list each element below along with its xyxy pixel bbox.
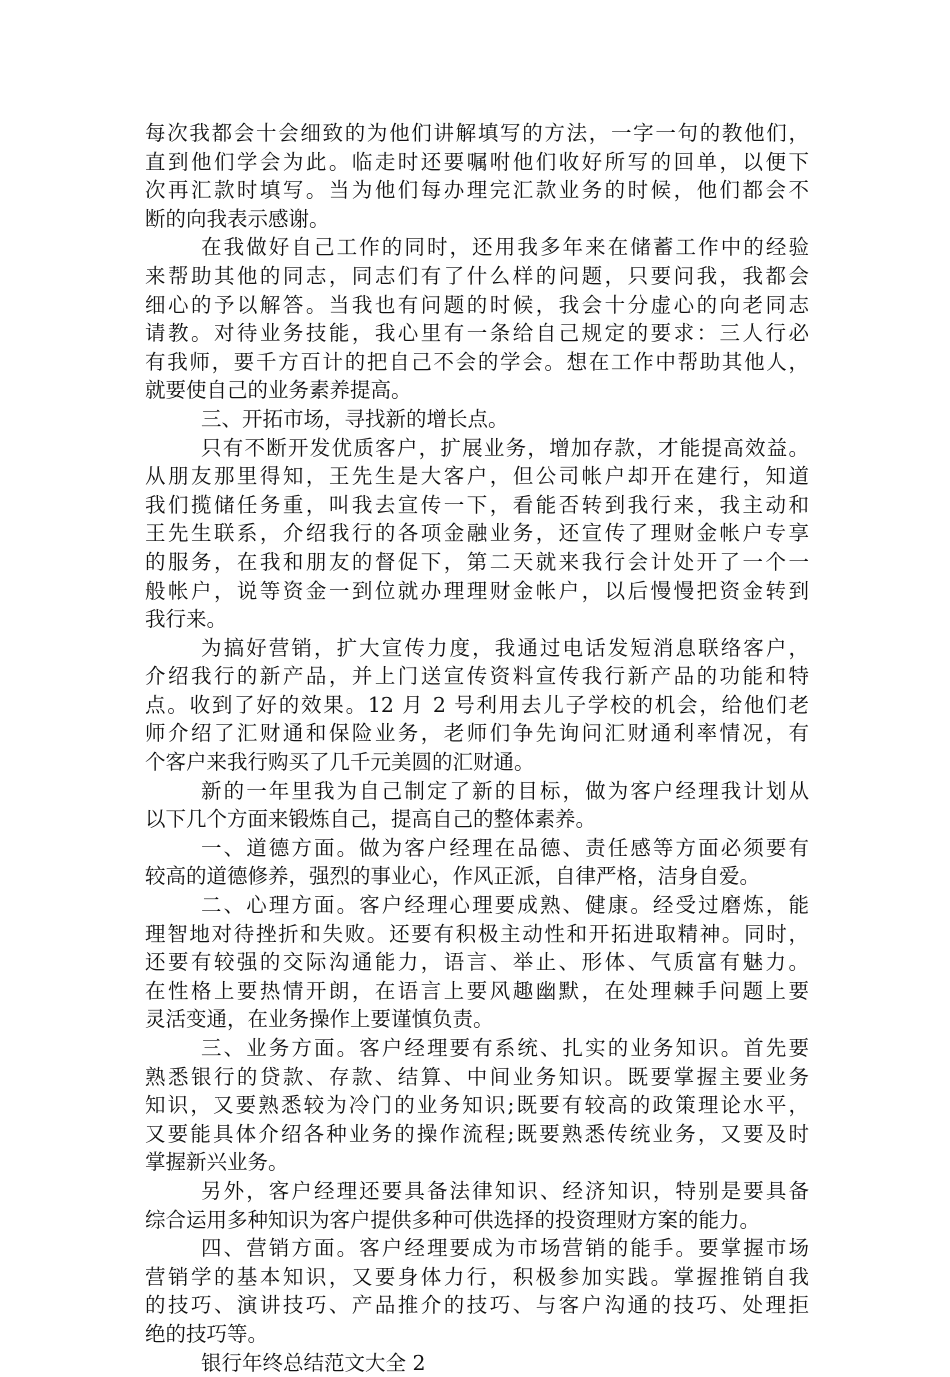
text-line: 就要使自己的业务素养提高。 bbox=[145, 378, 412, 403]
paragraph-first-line: 另外，客户经理还要具备法律知识、经济知识，特别是要具备 bbox=[201, 1178, 809, 1203]
text-line: 请教。对待业务技能，我心里有一条给自己规定的要求：三人行必 bbox=[145, 321, 809, 346]
paragraph-first-line: 只有不断开发优质客户，扩展业务，增加存款，才能提高效益。 bbox=[201, 435, 809, 460]
text-line: 的服务，在我和朋友的督促下，第二天就来我行会计处开了一个一 bbox=[145, 549, 809, 574]
text-line: 断的向我表示感谢。 bbox=[145, 206, 330, 231]
text-line: 营销学的基本知识，又要身体力行，积极参加实践。掌握推销自我 bbox=[145, 1264, 809, 1289]
paragraph-first-line: 在我做好自己工作的同时，还用我多年来在储蓄工作中的经验 bbox=[201, 235, 809, 260]
paragraph-first-line: 一、道德方面。做为客户经理在品德、责任感等方面必须要有 bbox=[201, 835, 809, 860]
text-line: 还要有较强的交际沟通能力，语言、举止、形体、气质富有魅力。 bbox=[145, 950, 809, 975]
text-line: 次再汇款时填写。当为他们每办理完汇款业务的时候，他们都会不 bbox=[145, 178, 809, 203]
text-line: 较高的道德修养，强烈的事业心，作风正派，自律严格，洁身自爱。 bbox=[145, 864, 760, 889]
text-line: 从朋友那里得知，王先生是大客户，但公司帐户却开在建行，知道 bbox=[145, 464, 809, 489]
paragraph-first-line: 三、业务方面。客户经理要有系统、扎实的业务知识。首先要 bbox=[201, 1036, 809, 1060]
text-line: 细心的予以解答。当我也有问题的时候，我会十分虚心的向老同志 bbox=[145, 292, 809, 317]
text-line: 绝的技巧等。 bbox=[145, 1321, 268, 1346]
document-body bbox=[145, 119, 809, 1377]
text-line: 在性格上要热情开朗，在语言上要风趣幽默，在处理棘手问题上要 bbox=[145, 978, 809, 1003]
text-line: 以下几个方面来锻炼自己，提高自己的整体素养。 bbox=[145, 807, 596, 832]
paragraph-first-line: 银行年终总结范文大全 2 bbox=[201, 1350, 426, 1375]
text-line: 理智地对待挫折和失败。还要有积极主动性和开拓进取精神。同时， bbox=[145, 921, 809, 946]
text-line: 师介绍了汇财通和保险业务，老师们争先询问汇财通利率情况，有 bbox=[145, 721, 809, 746]
text-line: 知识，又要熟悉较为冷门的业务知识;既要有较高的政策理论水平， bbox=[145, 1093, 809, 1118]
text-line: 熟悉银行的贷款、存款、结算、中间业务知识。既要掌握主要业务 bbox=[145, 1064, 809, 1089]
text-line: 我们揽储任务重，叫我去宣传一下，看能否转到我行来，我主动和 bbox=[145, 492, 809, 517]
text-line: 掌握新兴业务。 bbox=[145, 1150, 289, 1175]
paragraph-first-line: 为搞好营销，扩大宣传力度，我通过电话发短消息联络客户， bbox=[201, 635, 809, 660]
paragraph-first-line: 二、心理方面。客户经理心理要成熟、健康。经受过磨炼，能 bbox=[201, 893, 809, 918]
paragraph-first-line: 新的一年里我为自己制定了新的目标，做为客户经理我计划从 bbox=[201, 778, 809, 803]
text-line: 来帮助其他的同志，同志们有了什么样的问题，只要问我，我都会 bbox=[145, 263, 809, 288]
text-line: 灵活变通，在业务操作上要谨慎负责。 bbox=[145, 1007, 494, 1032]
text-line: 的技巧、演讲技巧、产品推介的技巧、与客户沟通的技巧、处理拒 bbox=[145, 1293, 809, 1318]
text-line: 我行来。 bbox=[145, 607, 227, 632]
text-line: 王先生联系，介绍我行的各项金融业务，还宣传了理财金帐户专享 bbox=[145, 521, 809, 546]
text-line: 个客户来我行购买了几千元美圆的汇财通。 bbox=[145, 750, 535, 775]
text-line: 综合运用多种知识为客户提供多种可供选择的投资理财方案的能力。 bbox=[145, 1207, 760, 1232]
paragraph-first-line: 四、营销方面。客户经理要成为市场营销的能手。要掌握市场 bbox=[201, 1236, 809, 1261]
paragraph-first-line: 三、开拓市场，寻找新的增长点。 bbox=[201, 406, 509, 431]
text-line: 般帐户，说等资金一到位就办理理财金帐户，以后慢慢把资金转到 bbox=[145, 578, 809, 603]
text-line: 直到他们学会为此。临走时还要嘱咐他们收好所写的回单，以便下 bbox=[145, 149, 809, 174]
text-line: 点。收到了好的效果。12 月 2 号利用去儿子学校的机会，给他们老 bbox=[145, 692, 809, 717]
text-line: 每次我都会十会细致的为他们讲解填写的方法，一字一句的教他们， bbox=[145, 121, 809, 145]
text-line: 有我师，要千方百计的把自己不会的学会。想在工作中帮助其他人， bbox=[145, 349, 809, 374]
text-line: 又要能具体介绍各种业务的操作流程;既要熟悉传统业务，又要及时 bbox=[145, 1121, 809, 1146]
text-line: 介绍我行的新产品，并上门送宣传资料宣传我行新产品的功能和特 bbox=[145, 664, 809, 689]
